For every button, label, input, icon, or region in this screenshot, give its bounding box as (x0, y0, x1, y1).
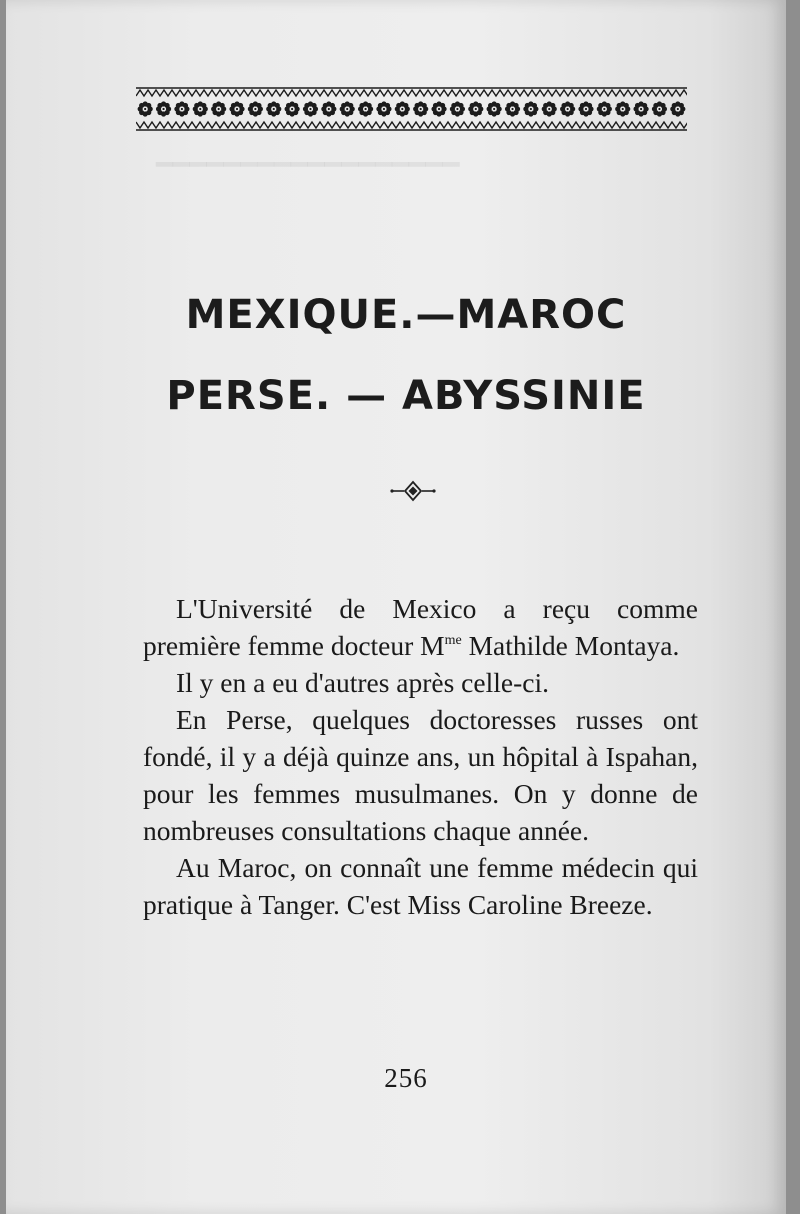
paragraph: Il y en a eu d'autres après celle-ci. (176, 667, 549, 698)
fleuron-ornament (389, 478, 437, 504)
show-through-text: ━━━━━━━━━━━━━━━━━━ (156, 150, 460, 181)
chapter-heading-line-1: MEXIQUE.—MAROC (185, 292, 627, 338)
page-number: 256 (384, 1063, 428, 1093)
chapter-heading-line-2: PERSE. — ABYSSINIE (166, 373, 646, 419)
paragraph: L'Université de Mexico a reçu comme première femme docteur $M^{me}$ Mathilde Montaya. (143, 593, 698, 661)
paragraph: En Perse, quelques doctoresses russes ont fondé, il y a déjà quinze ans, un hôpital à Ispahan, pour les femmes musulmanes. On y donne de nombreuses consultations chaque année. (143, 704, 698, 846)
book-page (6, 0, 786, 1214)
body-text (143, 590, 698, 923)
paragraph: Au Maroc, on connaît une femme médecin qui pratique à Tanger. C'est Miss Caroline Breeze. (143, 852, 698, 920)
header-band-ornament (136, 86, 687, 132)
